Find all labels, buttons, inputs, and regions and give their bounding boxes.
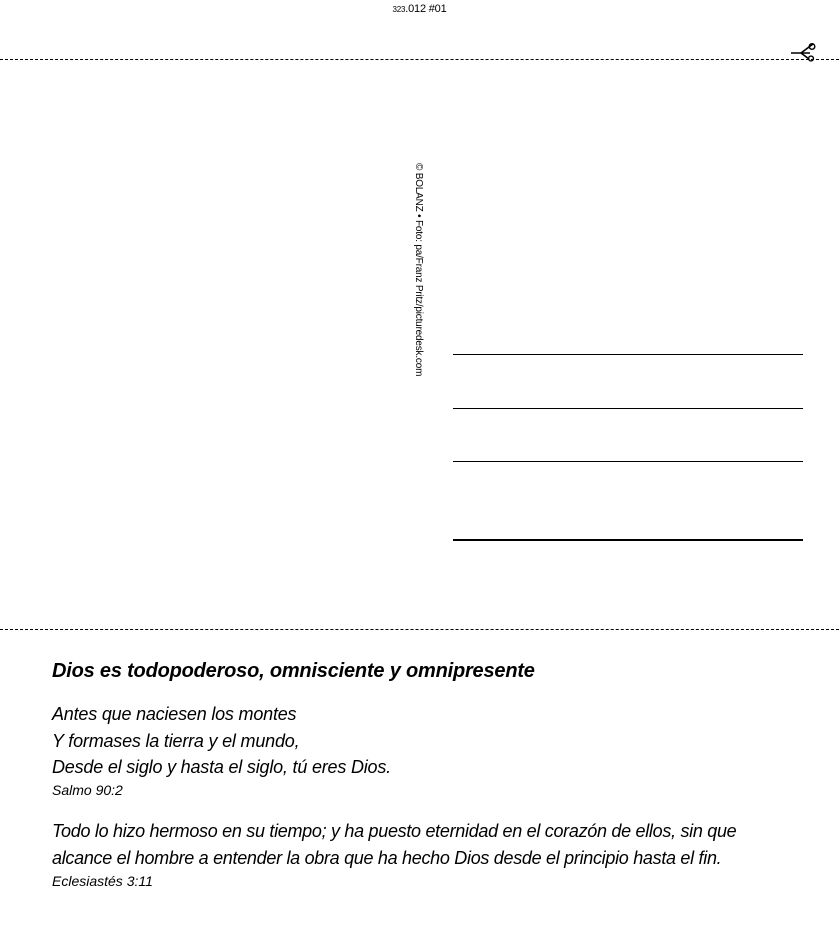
photo-credit: © BOLANZ • Foto: pa/Franz Pritz/picturedesk.com (413, 163, 424, 377)
psalm-line: Desde el siglo y hasta el siglo, tú eres Dios. (52, 757, 391, 777)
ecclesiastes-line: Todo lo hizo hermoso en su tiempo; y ha puesto eternidad en el corazón de ellos, sin que (52, 820, 737, 841)
ecclesiastes-reference: Eclesiastés 3:11 (52, 872, 153, 889)
address-line-1 (453, 354, 803, 355)
cut-line-bottom (0, 629, 839, 630)
cut-line-top (0, 59, 839, 60)
address-line-3 (453, 461, 803, 462)
address-line-4 (453, 539, 803, 541)
print-code (0, 3, 839, 15)
psalm-line: Y formases la tierra y el mundo, (52, 730, 300, 751)
address-line-2 (453, 408, 803, 409)
psalm-line: Antes que naciesen los montes (52, 704, 297, 724)
verse-section (52, 657, 822, 909)
psalm-reference: Salmo 90:2 (52, 781, 123, 798)
card-title: Dios es todopoderoso, omnisciente y omnipresente (52, 660, 535, 682)
scissors-icon (789, 40, 817, 62)
print-code-prefix: 323 (392, 5, 406, 14)
print-code-main: .012 #01 (405, 3, 447, 15)
ecclesiastes-line: alcance el hombre a entender la obra que ha hecho Dios desde el principio hasta el fin. (52, 847, 722, 868)
